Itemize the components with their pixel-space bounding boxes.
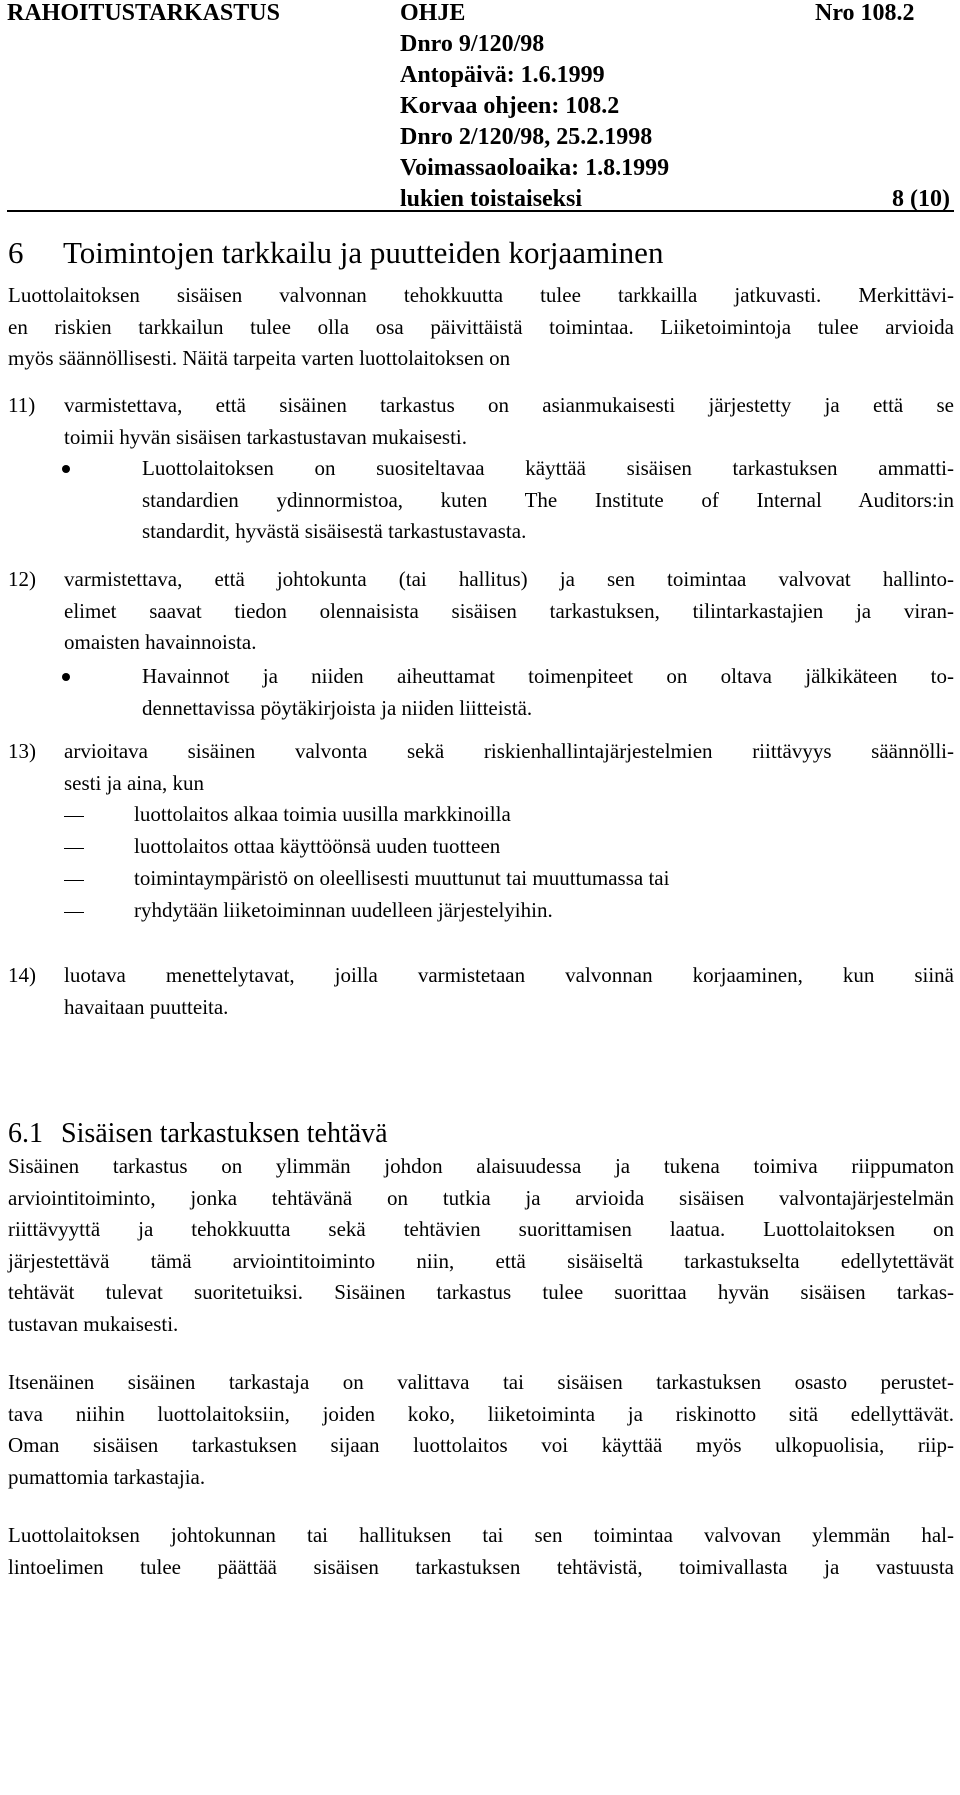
organization-name: RAHOITUSTARKASTUS: [7, 0, 280, 26]
text-line: lintoelimen tulee päättää sisäisen tarkastuksen tehtävistä, toimivallasta ja vastuusta: [8, 1554, 954, 1579]
item-marker: 13): [8, 739, 36, 763]
text-line: riittävyyttä ja tehokkuutta sekä tehtävien suorittamisen laatua. Luottolaitoksen on: [8, 1217, 954, 1241]
text-line: omaisten havainnoista.: [64, 630, 257, 654]
text-line: pumattomia tarkastajia.: [8, 1464, 206, 1489]
text-line: tehtävät tulevat suoritetuiksi. Sisäinen tarkastus tulee suorittaa hyvän sisäisen tarkas-: [8, 1280, 954, 1304]
bullet-icon: [62, 673, 70, 681]
text-line: Luottolaitoksen on suositeltavaa käyttää sisäisen tarkastuksen ammatti-: [142, 456, 954, 480]
dash-text: luottolaitos alkaa toimia uusilla markkinoilla: [134, 802, 511, 826]
dash-icon: [64, 848, 84, 849]
list-item: [8, 390, 954, 453]
text-line: varmistettava, että johtokunta (tai hallitus) ja sen toimintaa valvovat hallinto-: [64, 567, 954, 591]
text-line: toimii hyvän sisäisen tarkastustavan mukaisesti.: [64, 424, 468, 449]
text-line: sesti ja aina, kun: [64, 770, 204, 795]
subsection-number: 6.1: [8, 1118, 43, 1149]
page-number: 8 (10): [892, 186, 950, 212]
list-item: [8, 564, 954, 659]
text-line: Itsenäinen sisäinen tarkastaja on valittava tai sisäisen tarkastuksen osasto perustet-: [8, 1370, 954, 1394]
dash-item: [64, 799, 511, 831]
list-item: [8, 960, 954, 1023]
text-line: Luottolaitoksen sisäisen valvonnan tehokkuutta tulee tarkkailla jatkuvasti. Merkittävi-: [8, 283, 954, 307]
text-line: en riskien tarkkailun tulee olla osa päivittäistä toimintaa. Liiketoimintoja tulee arvioida: [8, 314, 954, 339]
text-line: Havainnot ja niiden aiheuttamat toimenpiteet on oltava jälkikäteen to-: [142, 664, 954, 688]
intro-paragraph: [8, 280, 954, 375]
dash-item: [64, 863, 669, 895]
dash-text: toimintaympäristö on oleellisesti muuttunut tai muuttumassa tai: [134, 866, 670, 890]
body-paragraph: [8, 1520, 954, 1583]
meta-line: Antopäivä: 1.6.1999: [400, 62, 605, 88]
bullet-item: [62, 661, 954, 724]
text-line: havaitaan puutteita.: [64, 994, 229, 1019]
text-line: arvioitava sisäinen valvonta sekä riskienhallintajärjestelmien riittävyys säännölli-: [64, 739, 954, 763]
dash-item: [64, 895, 553, 927]
subsection-heading: [8, 1118, 388, 1150]
text-line: standardien ydinnormistoa, kuten The Institute of Internal Auditors:in: [142, 487, 954, 512]
document-meta: [400, 29, 669, 215]
text-line: dennettavissa pöytäkirjoista ja niiden liitteistä.: [142, 695, 533, 720]
text-line: arviointitoiminto, jonka tehtävänä on tutkia ja arvioida sisäisen valvontajärjestelmän: [8, 1185, 954, 1210]
text-line: tava niihin luottolaitoksiin, joiden koko, liiketoiminta ja riskinotto sitä edellyttävät.: [8, 1401, 954, 1426]
meta-line: Dnro 2/120/98, 25.2.1998: [400, 124, 653, 150]
text-line: Luottolaitoksen johtokunnan tai hallituksen tai sen toimintaa valvovan ylemmän hal-: [8, 1523, 954, 1547]
meta-line: Dnro 9/120/98: [400, 31, 545, 57]
section-title: Toimintojen tarkkailu ja puutteiden korjaaminen: [63, 235, 664, 270]
header-divider: [7, 210, 954, 212]
item-marker: 12): [8, 567, 36, 591]
dash-text: ryhdytään liiketoiminnan uudelleen järjestelyihin.: [134, 898, 553, 922]
list-item: [8, 736, 954, 799]
text-line: elimet saavat tiedon olennaisista sisäisen tarkastuksen, tilintarkastajien ja viran-: [64, 598, 954, 623]
meta-line: Voimassaoloaika: 1.8.1999: [400, 155, 670, 181]
dash-icon: [64, 816, 84, 817]
text-line: standardit, hyvästä sisäisestä tarkastustavasta.: [142, 519, 527, 543]
bullet-icon: [62, 465, 70, 473]
subsection-title: Sisäisen tarkastuksen tehtävä: [61, 1118, 388, 1149]
dash-item: [64, 831, 500, 863]
text-line: tustavan mukaisesti.: [8, 1311, 179, 1336]
dash-icon: [64, 880, 84, 881]
dash-icon: [64, 912, 84, 913]
document-type: OHJE: [400, 0, 466, 26]
text-line: Sisäinen tarkastus on ylimmän johdon alaisuudessa ja tukena toimiva riippumaton: [8, 1154, 954, 1178]
meta-line: lukien toistaiseksi: [400, 186, 583, 212]
dash-text: luottolaitos ottaa käyttöönsä uuden tuotteen: [134, 834, 501, 858]
body-paragraph: [8, 1367, 954, 1493]
text-line: Oman sisäisen tarkastuksen sijaan luottolaitos voi käyttää myös ulkopuolisia, riip-: [8, 1433, 954, 1457]
text-line: luotava menettelytavat, joilla varmistetaan valvonnan korjaaminen, kun siinä: [64, 963, 954, 987]
text-line: myös säännöllisesti. Näitä tarpeita varten luottolaitoksen on: [8, 346, 511, 370]
section-number: 6: [8, 235, 24, 270]
item-marker: 11): [8, 393, 36, 417]
meta-line: Korvaa ohjeen: 108.2: [400, 93, 620, 119]
document-number: Nro 108.2: [815, 0, 915, 26]
item-marker: 14): [8, 963, 36, 987]
bullet-item: [62, 453, 954, 548]
text-line: järjestettävä tämä arviointitoiminto niin, että sisäiseltä tarkastukselta edellytettävät: [8, 1248, 954, 1273]
section-heading: [8, 236, 663, 270]
body-paragraph: [8, 1151, 954, 1340]
text-line: varmistettava, että sisäinen tarkastus on asianmukaisesti järjestetty ja että se: [64, 393, 954, 417]
